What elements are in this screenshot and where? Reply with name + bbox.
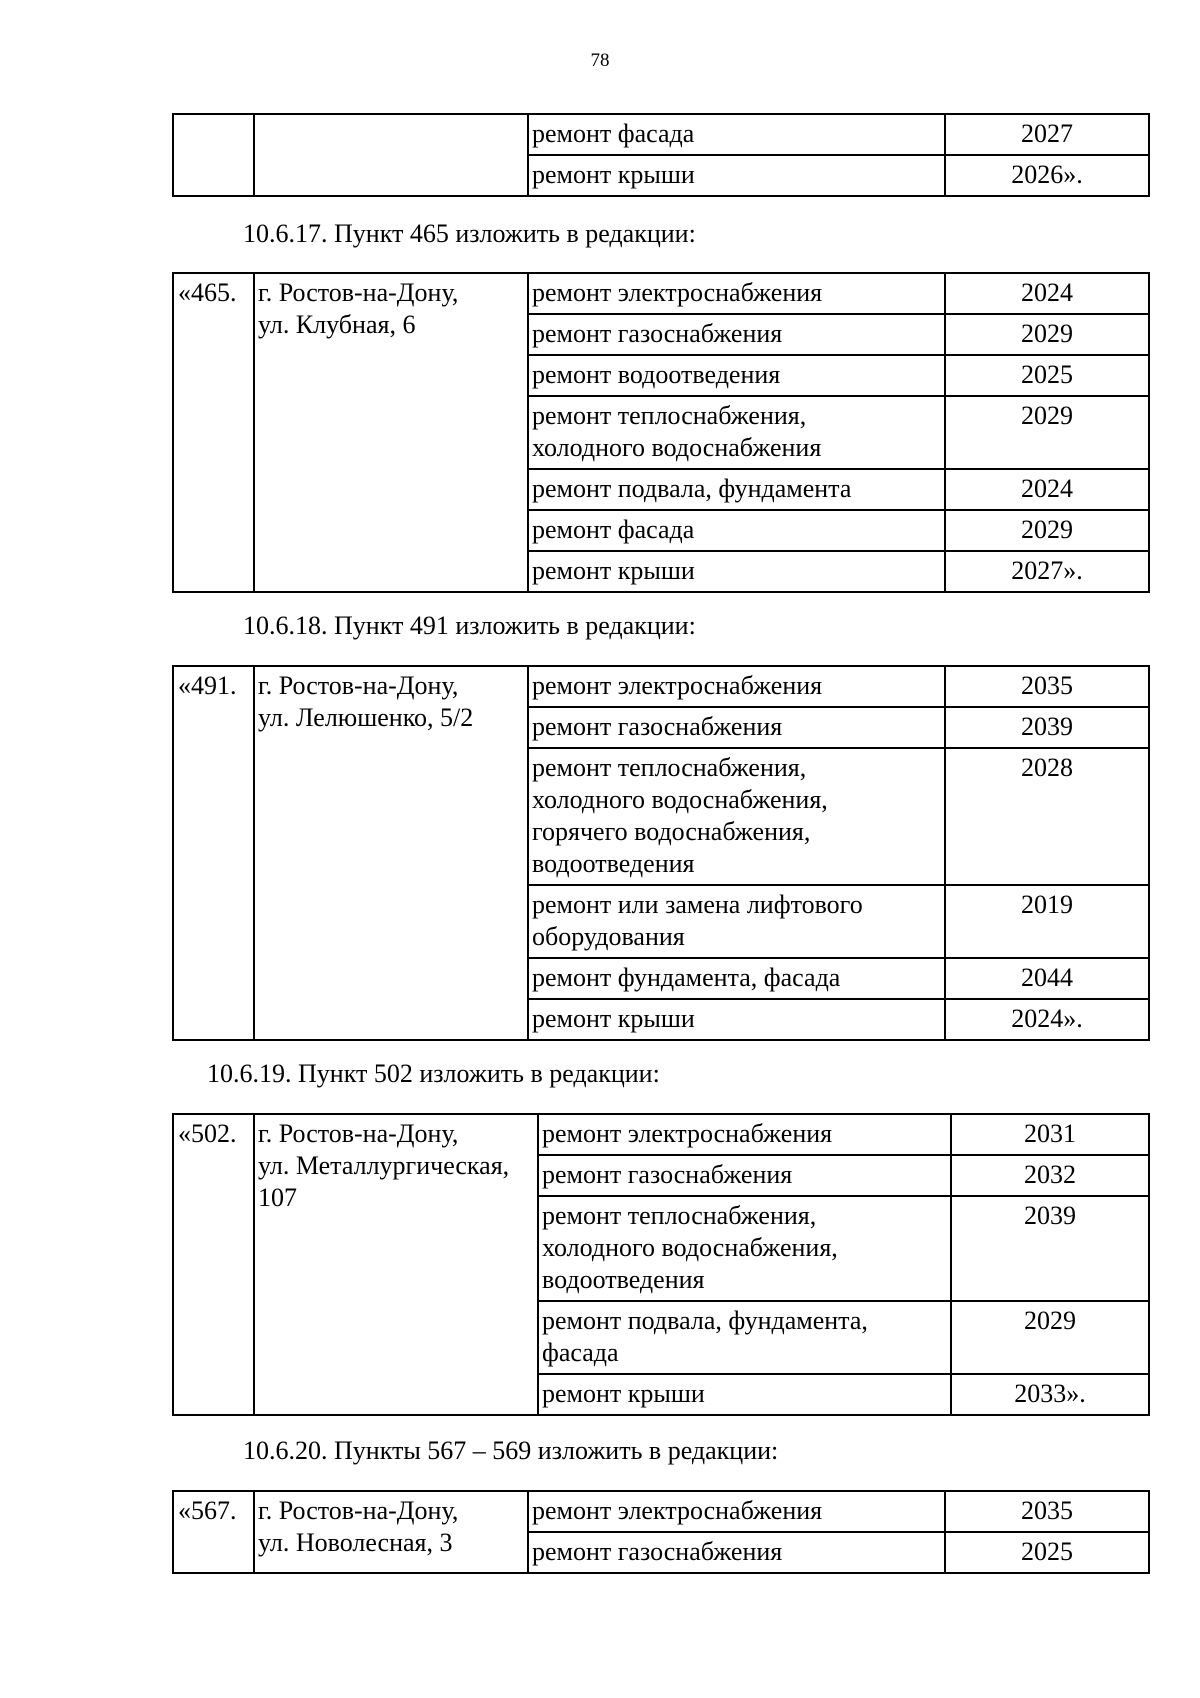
planned-year: 2029 xyxy=(945,396,1149,469)
work-type: ремонт электроснабжения xyxy=(528,1491,945,1532)
planned-year: 2027». xyxy=(945,551,1149,592)
page-number: 78 xyxy=(590,50,610,71)
item-number: «465. xyxy=(173,273,254,592)
item-number: «491. xyxy=(173,666,254,1040)
work-type: ремонт фасада xyxy=(528,510,945,551)
work-type: ремонт теплоснабжения, холодного водоснабжения, водоотведения xyxy=(538,1196,951,1301)
planned-year: 2019 xyxy=(945,885,1149,958)
item-number: «502. xyxy=(173,1114,254,1415)
building-address: г. Ростов-на-Дону, ул. Металлургическая, 107 xyxy=(254,1114,538,1415)
work-type: ремонт электроснабжения xyxy=(538,1114,951,1155)
planned-year: 2029 xyxy=(945,510,1149,551)
planned-year: 2035 xyxy=(945,666,1149,707)
work-type: ремонт крыши xyxy=(528,551,945,592)
planned-year: 2031 xyxy=(951,1114,1149,1155)
work-type: ремонт водоотведения xyxy=(528,355,945,396)
work-type: ремонт крыши xyxy=(528,999,945,1040)
planned-year: 2035 xyxy=(945,1491,1149,1532)
work-type: ремонт газоснабжения xyxy=(528,707,945,748)
paragraph-10-6-18: 10.6.18. Пункт 491 изложить в редакции: xyxy=(243,611,696,640)
table-row xyxy=(173,1114,1149,1155)
work-type: ремонт или замена лифтового оборудования xyxy=(528,885,945,958)
register-table-491 xyxy=(172,665,1150,1041)
planned-year: 2024 xyxy=(945,469,1149,510)
work-type: ремонт крыши xyxy=(538,1374,951,1415)
planned-year: 2032 xyxy=(951,1155,1149,1196)
planned-year: 2025 xyxy=(945,355,1149,396)
work-type: ремонт электроснабжения xyxy=(528,666,945,707)
work-type: ремонт крыши xyxy=(528,155,945,196)
planned-year: 2033». xyxy=(951,1374,1149,1415)
work-type: ремонт электроснабжения xyxy=(528,273,945,314)
planned-year: 2044 xyxy=(945,958,1149,999)
register-table-465 xyxy=(172,272,1150,593)
planned-year: 2039 xyxy=(951,1196,1149,1301)
register-table-continuation xyxy=(172,113,1150,197)
item-number: «567. xyxy=(173,1491,254,1573)
table-row xyxy=(173,666,1149,707)
work-type: ремонт фасада xyxy=(528,114,945,155)
planned-year: 2025 xyxy=(945,1532,1149,1573)
building-address xyxy=(254,114,528,196)
work-type: ремонт теплоснабжения, холодного водоснабжения xyxy=(528,396,945,469)
work-type: ремонт теплоснабжения, холодного водоснабжения, горячего водоснабжения, водоотведения xyxy=(528,748,945,885)
item-number xyxy=(173,114,254,196)
planned-year: 2027 xyxy=(945,114,1149,155)
register-table-567 xyxy=(172,1490,1150,1574)
planned-year: 2024 xyxy=(945,273,1149,314)
table-row xyxy=(173,1491,1149,1532)
paragraph-10-6-20: 10.6.20. Пункты 567 – 569 изложить в редакции: xyxy=(243,1436,779,1465)
table-row xyxy=(173,273,1149,314)
work-type: ремонт газоснабжения xyxy=(538,1155,951,1196)
planned-year: 2028 xyxy=(945,748,1149,885)
building-address: г. Ростов-на-Дону, ул. Клубная, 6 xyxy=(254,273,528,592)
building-address: г. Ростов-на-Дону, ул. Лелюшенко, 5/2 xyxy=(254,666,528,1040)
work-type: ремонт подвала, фундамента, фасада xyxy=(538,1301,951,1374)
table-row xyxy=(173,114,1149,155)
work-type: ремонт фундамента, фасада xyxy=(528,958,945,999)
planned-year: 2024». xyxy=(945,999,1149,1040)
building-address: г. Ростов-на-Дону, ул. Новолесная, 3 xyxy=(254,1491,528,1573)
paragraph-10-6-19: 10.6.19. Пункт 502 изложить в редакции: xyxy=(207,1059,660,1088)
work-type: ремонт подвала, фундамента xyxy=(528,469,945,510)
register-table-502 xyxy=(172,1113,1150,1416)
paragraph-10-6-17: 10.6.17. Пункт 465 изложить в редакции: xyxy=(243,219,696,248)
planned-year: 2026». xyxy=(945,155,1149,196)
planned-year: 2039 xyxy=(945,707,1149,748)
work-type: ремонт газоснабжения xyxy=(528,314,945,355)
planned-year: 2029 xyxy=(951,1301,1149,1374)
work-type: ремонт газоснабжения xyxy=(528,1532,945,1573)
planned-year: 2029 xyxy=(945,314,1149,355)
